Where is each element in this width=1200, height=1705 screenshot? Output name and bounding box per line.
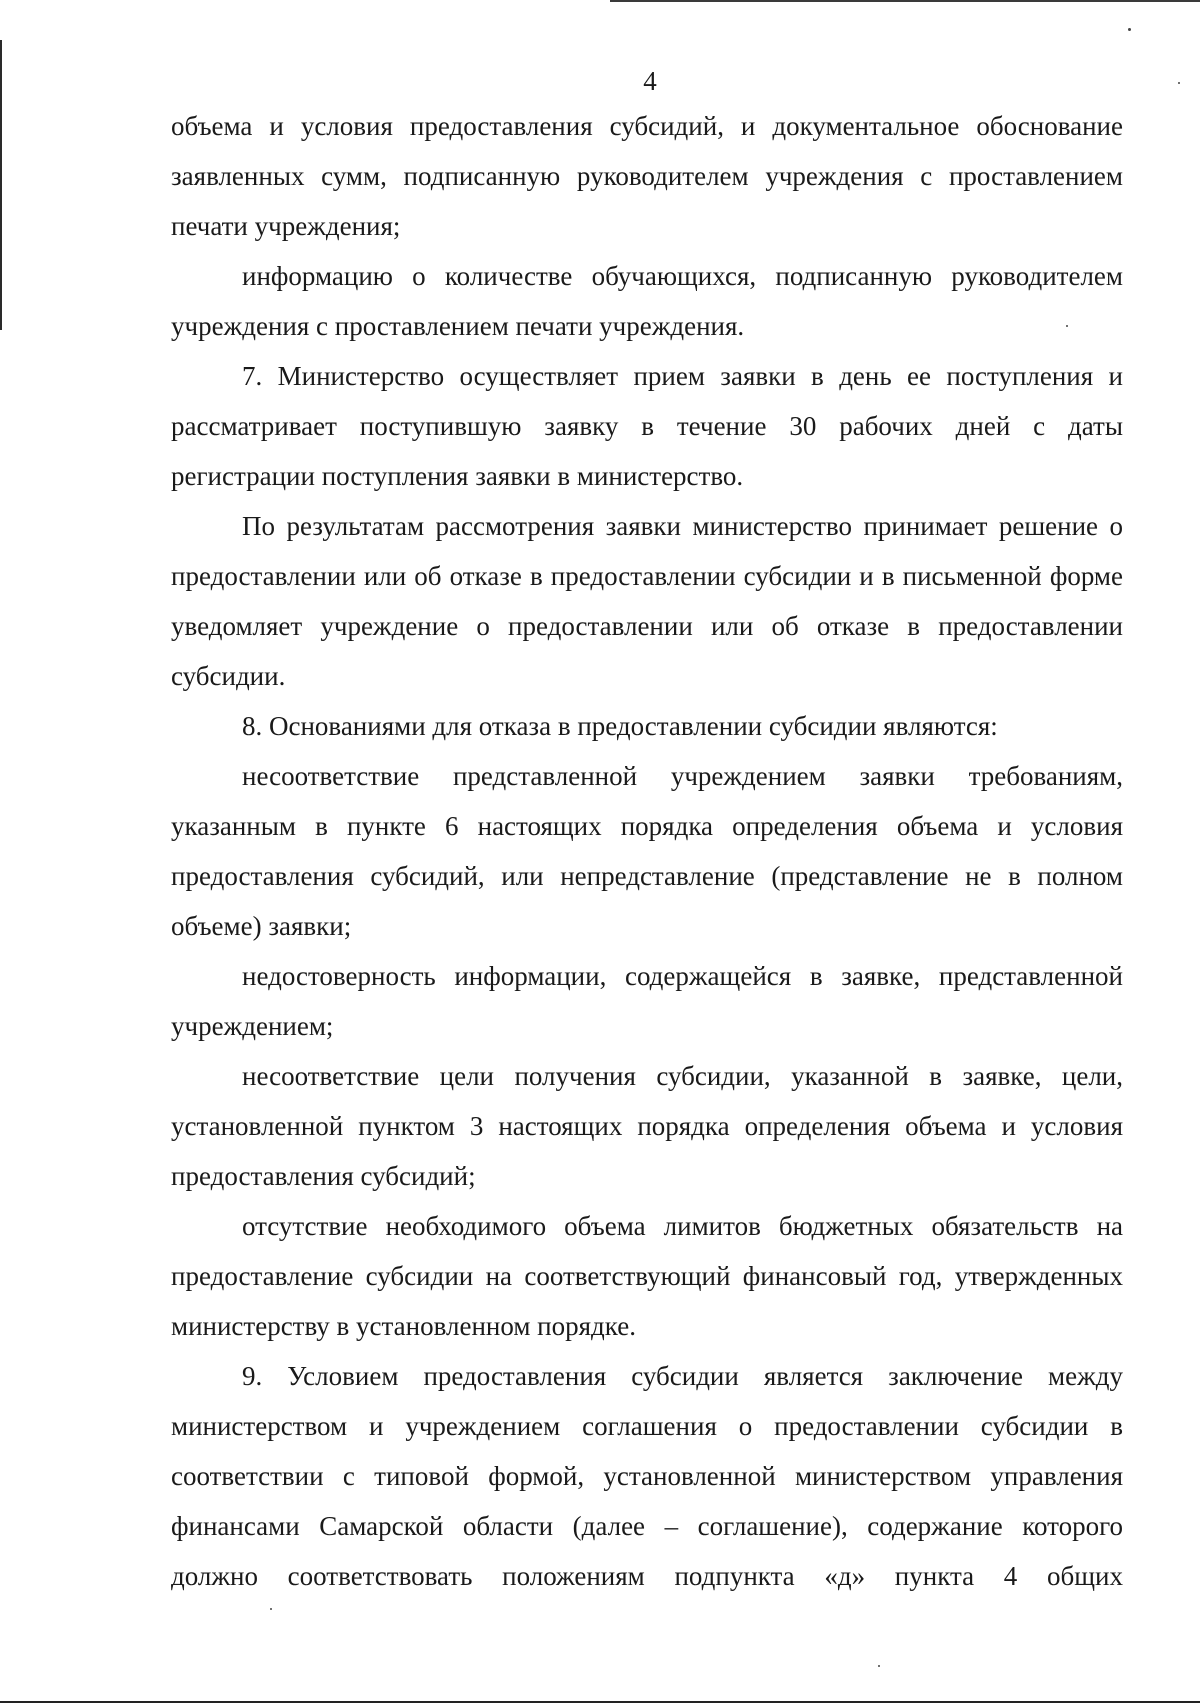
paragraph: объема и условия предоставления субсидий, и документальное обоснование заявленных сумм, подписанную руководителем учреждения с проставлением печати учреждения;	[171, 111, 1123, 241]
page-number: 4	[643, 66, 657, 96]
paragraph: информацию о количестве обучающихся, подписанную руководителем учреждения с проставлением печати учреждения.	[171, 261, 1123, 341]
scan-edge-bottom	[0, 1701, 1200, 1703]
scan-speck	[270, 1608, 272, 1610]
paragraph: 7. Министерство осуществляет прием заявки в день ее поступления и рассматривает поступившую заявку в течение 30 рабочих дней с даты регистрации поступления заявки в министерство.	[171, 361, 1123, 491]
paragraph: 8. Основаниями для отказа в предоставлении субсидии являются:	[242, 711, 998, 741]
document-body	[171, 101, 1123, 1601]
paragraph: отсутствие необходимого объема лимитов бюджетных обязательств на предоставление субсидии на соответствующий финансовый год, утвержденных министерству в установленном порядке.	[171, 1211, 1123, 1341]
paragraph: По результатам рассмотрения заявки министерство принимает решение о предоставлении или об отказе в предоставлении субсидии и в письменной форме уведомляет учреждение о предоставлении или об отказе в предоставлении субсидии.	[171, 511, 1123, 691]
paragraph: несоответствие цели получения субсидии, указанной в заявке, цели, установленной пунктом 3 настоящих порядка определения объема и условия предоставления субсидий;	[171, 1061, 1123, 1191]
scan-edge-top	[610, 0, 1200, 2]
paragraph: несоответствие представленной учреждением заявки требованиям, указанным в пункте 6 настоящих порядка определения объема и условия предоставления субсидий, или непредставление (представление не в полном объеме) заявки;	[171, 761, 1123, 941]
paragraph: недостоверность информации, содержащейся в заявке, представленной учреждением;	[171, 961, 1123, 1041]
scan-speck	[878, 1665, 880, 1667]
paragraph: 9. Условием предоставления субсидии является заключение между министерством и учреждением соглашения о предоставлении субсидии в соответствии с типовой формой, установленной министерством управления финансами Самарской области (далее – соглашение), содержание которого должно соответствовать положениям подпункта «д» пункта 4 общих	[171, 1361, 1123, 1591]
scan-speck	[1128, 28, 1131, 31]
